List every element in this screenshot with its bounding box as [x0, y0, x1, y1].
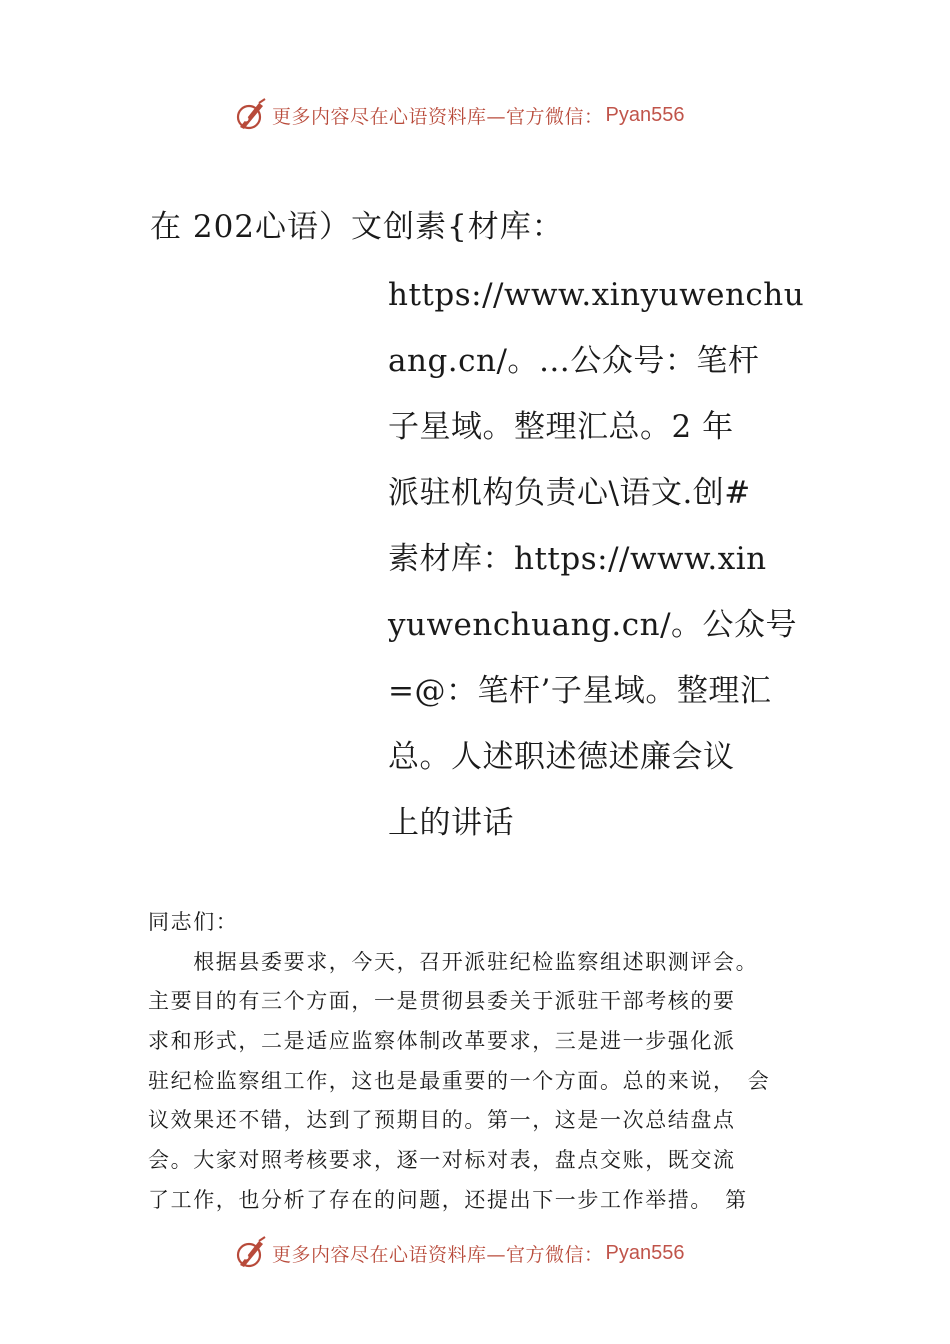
- body-line: 了工作，也分析了存在的问题，还提出下一步工作举措。 第: [148, 1187, 748, 1212]
- quill-logo-icon: [232, 97, 268, 133]
- body-line: 主要目的有三个方面，一是贯彻县委关于派驻干部考核的要: [148, 989, 736, 1014]
- body-line: 议效果还不错，达到了预期目的。第一，这是一次总结盘点: [148, 1108, 736, 1133]
- banner-text: 更多内容尽在心语资料库—官方微信：: [272, 105, 604, 128]
- body-line: 驻纪检监察组工作，这也是最重要的一个方面。总的来说， 会: [148, 1068, 771, 1093]
- document-title: [388, 262, 805, 856]
- header-banner: [232, 95, 752, 135]
- body-line: 根据县委要求，今天，召开派驻纪检监察组述职测评会。: [148, 949, 759, 974]
- title-line: https://www.xinyuwenchu: [388, 277, 805, 313]
- banner-wechat-id: Pyan556: [605, 103, 685, 126]
- title-first-line: 在 202心语）文创素{材库：: [150, 209, 564, 245]
- title-line: 派驻机构负责心\语文.创#: [388, 475, 751, 511]
- banner-text: 更多内容尽在心语资料库—官方微信：: [272, 1243, 604, 1266]
- banner-wechat-id: Pyan556: [605, 1241, 685, 1264]
- salutation: 同志们：: [148, 910, 239, 934]
- footer-banner: [232, 1233, 752, 1273]
- speech-body: [148, 903, 828, 1221]
- title-line: =@：笔杆’子星域。整理汇: [388, 673, 772, 709]
- title-line: yuwenchuang.cn/。公众号: [388, 607, 798, 643]
- title-line: 总。人述职述德述廉会议: [388, 739, 735, 775]
- quill-logo-icon: [232, 1235, 268, 1271]
- body-line: 会。大家对照考核要求，逐一对标对表，盘点交账，既交流: [148, 1148, 736, 1173]
- title-line: ang.cn/。…公众号：笔杆: [388, 343, 760, 379]
- title-line: 素材库：https://www.xin: [388, 541, 767, 577]
- body-line: 求和形式，二是适应监察体制改革要求，三是进一步强化派: [148, 1029, 736, 1054]
- title-line: 子星域。整理汇总。2 年: [388, 409, 734, 445]
- title-line: 上的讲话: [388, 805, 514, 841]
